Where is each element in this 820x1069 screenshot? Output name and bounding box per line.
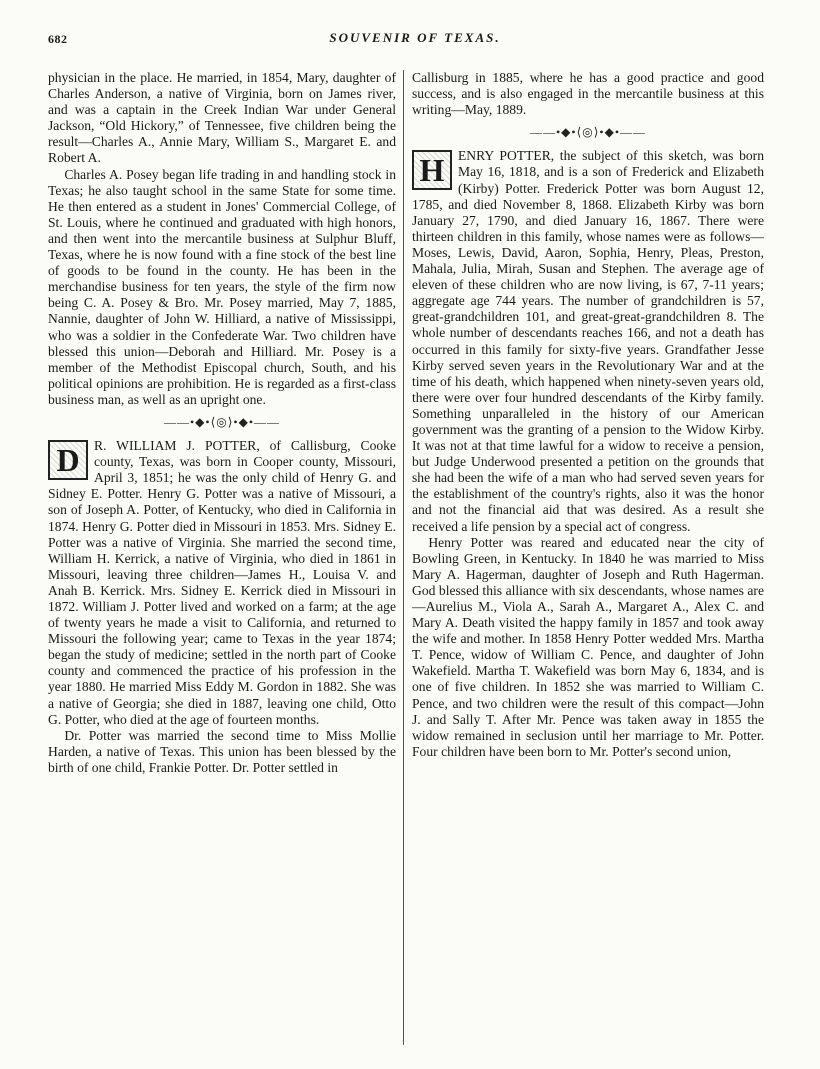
page-header	[48, 30, 782, 52]
right-column	[412, 70, 764, 760]
potter-paragraph-2: Dr. Potter was married the second time to Miss Mollie Harden, a native of Texas. This union has been blessed by the birth of one child, Frankie Potter. Dr. Potter settled in	[48, 727, 396, 775]
column-divider	[403, 70, 404, 1045]
henry-potter-biography	[412, 148, 764, 534]
henry-paragraph-2: Henry Potter was reared and educated near the city of Bowling Green, in Kentucky. In 1840 he was married to Miss Mary A. Hagerman, daughter of Joseph and Ruth Hagerman. God blessed this alliance with six descendants, whose names are—Aurelius M., Viola A., Sarah A., Margaret A., Alex C. and Mary A. Death visited the happy family in 1857 and took away the wife and mother. In 1858 Henry Potter wedded Mrs. Martha T. Pence, widow of William C. Pence, and daughter of John Wakefield. Martha T. Wakefield was born May 6, 1834, and is one of five children. In 1852 she was married to William C. Pence, and two children were the result of this compact—John J. and Sally T. After Mr. Pence was taken away in 1855 the widow remained in seclusion until her marriage to Mr. Potter. Four children have been born to Mr. Potter's second union,	[412, 534, 764, 759]
posey-paragraph-1: physician in the place. He married, in 1854, Mary, daughter of Charles Anderson, a native of Virginia, born on James river, and was a captain in the Creek Indian War under General Jackson, “Old Hickory,” of Tennessee, five children being the result—Charles A., Annie Mary, William S., Margaret E. and Robert A.	[48, 70, 396, 166]
dropcap-h: H	[412, 150, 452, 190]
left-column	[48, 70, 396, 776]
henry-paragraph-1: ENRY POTTER, the subject of this sketch, was born May 16, 1818, and is a son of Frederick and Elizabeth (Kirby) Potter. Frederick Potter was born August 12, 1785, and died November 8, 1868. Elizabeth Kirby was born January 27, 1790, and died January 16, 1867. There were thirteen children in this family, whose names were as follows—Moses, Lewis, David, Aaron, Sophia, Henry, Pleas, Preston, Mahala, Julia, Mirah, Susan and Stephen. The average age of eleven of these children who are now living, is 67, 7-11 years; aggregate age 744 years. The number of grandchildren is 57, great-grandchildren 101, and great-great-grandchildren 8. The whole number of descendants reaches 166, and not a death has occurred in this family for sixty-five years. Grandfather Jesse Kirby served seven years in the Revolutionary War and at the time of his death, which happened when ninety-seven years old, there were over four hundred descendants of the Kirby family. Something unparalleled in the history of our American government was the granting of a pension to the Widow Kirby. It was not at that time lawful for a widow to receive a pension, but Judge Underwood presented a petition on the grounds that she had been the wife of a man who had served seven years for the establishment of the country's rights, also it was the honor and not the financial aid that was desired. As a result she received a life pension by a special act of congress.	[412, 148, 764, 534]
posey-paragraph-2: Charles A. Posey began life trading in and handling stock in Texas; he also taught school in the same State for some time. He then entered as a student in Jones' Commercial College, of St. Louis, where he continued and graduated with high honors, and then went into the mercantile business at Sulphur Bluff, Texas, where he is now found with a fine stock of the best line of goods to be found in the county. He has been in the merchandise business for ten years, the style of the firm now being C. A. Posey & Bro. Mr. Posey married, May 7, 1885, Nannie, daughter of John W. Hilliard, a native of Mississippi, who was a soldier in the Confederate War. Two children have blessed this union—Deborah and Hilliard. Mr. Posey is a member of the Methodist Episcopal church, South, and his political opinions are prohibition. He is regarded as a first-class business man, as well as an upright one.	[48, 166, 396, 407]
potter-paragraph-1: R. WILLIAM J. POTTER, of Callisburg, Cooke county, Texas, was born in Cooper county, Missouri, April 3, 1851; he was the only child of Henry G. and Sidney E. Potter. Henry G. Potter was a native of Missouri, a son of Joseph A. Potter, of Kentucky, who died in California in 1874. Henry G. Potter died in Missouri in 1853. Mrs. Sidney E. Potter was a native of Virginia. She married the second time, William H. Kerrick, a native of Virginia, who died in 1861 in Missouri, leaving three children—James H., Louisa V. and Anah B. Kerrick. Mrs. Sidney E. Kerrick died in Missouri in 1872. William J. Potter lived and worked on a farm; at the age of twenty years he made a visit to California, and returned to Missouri the following year; came to Texas in the year 1874; began the study of medicine; settled in the north part of Cooke county and commenced the practice of his profession in the year 1880. He married Miss Eddy M. Gordon in 1882. She was a native of Georgia; she died in 1887, leaving one child, Otto G. Potter, who died at the age of fourteen months.	[48, 438, 396, 727]
running-title: SOUVENIR OF TEXAS.	[329, 30, 501, 45]
potter-paragraph-continued: Callisburg in 1885, where he has a good practice and good success, and is also engaged in the mercantile business at this writing—May, 1889.	[412, 70, 764, 118]
dropcap-d: D	[48, 440, 88, 480]
page-number: 682	[48, 32, 68, 46]
section-ornament: ——•◆•⟨◎⟩•◆•——	[163, 414, 281, 429]
section-ornament: ——•◆•⟨◎⟩•◆•——	[529, 125, 647, 140]
potter-biography	[48, 438, 396, 728]
